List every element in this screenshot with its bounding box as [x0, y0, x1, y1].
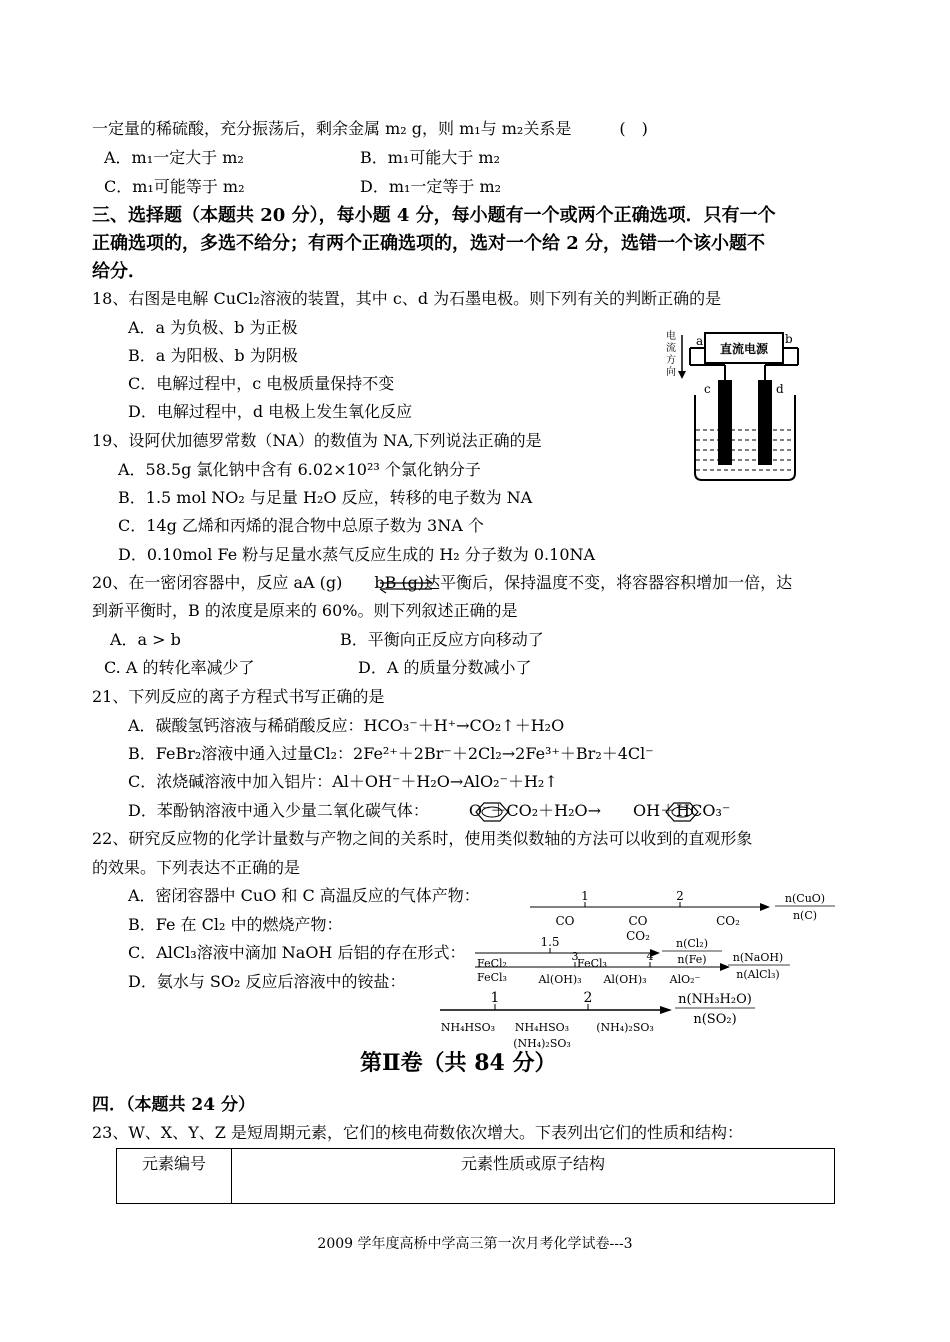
section3-line3: 给分．: [92, 261, 146, 282]
axis-b-tick-1: 1.5: [540, 935, 560, 949]
axis-d-label-4: (NH₄)₂SO₃: [596, 1021, 654, 1034]
q19-option-c: C．14g 乙烯和丙烯的混合物中总原子数为 3NA 个: [118, 516, 484, 535]
electrode-d: [758, 380, 772, 465]
axis-a-label-4: CO₂: [716, 914, 740, 928]
q21-option-d: D．苯酚钠溶液中通入少量二氧化碳气体： O⁻＋CO₂＋H₂O→ OH＋HCO₃⁻: [128, 801, 731, 820]
benzene-ring-icon: [470, 800, 514, 824]
axis-c-label-2: Al(OH)₃: [538, 973, 582, 986]
terminal-b-label: b: [785, 332, 793, 346]
axis-d-label-3: (NH₄)₂SO₃: [513, 1037, 571, 1050]
axis-c-ratio-top: n(NaOH): [732, 951, 784, 964]
axis-d-label-1: NH₄HSO₃: [440, 1021, 496, 1034]
axis-a-ratio-bottom: n(C): [792, 909, 818, 922]
q20-option-a: A．a > b: [110, 630, 181, 649]
axis-d-tick-2: 2: [583, 990, 593, 1006]
axis-c-ratio-bottom: n(AlCl₃): [736, 968, 780, 981]
table-header-element-property: 元素性质或原子结构: [232, 1149, 835, 1204]
q18-option-b: B．a 为阳极、b 为阴极: [128, 346, 298, 365]
axis-a-label-1: CO: [555, 914, 575, 928]
power-supply-label: 直流电源: [719, 342, 769, 356]
axis-a-label-3: CO₂: [626, 929, 650, 943]
q19-option-a: A．58.5g 氯化钠中含有 6.02×10²³ 个氯化钠分子: [118, 460, 481, 479]
axis-a-ratio-top: n(CuO): [784, 892, 826, 905]
axis-d-ratio-bottom: n(SO₂): [693, 1012, 737, 1027]
q22-stem-line2: 的效果。下列表达不正确的是: [92, 858, 301, 877]
axis-c-tick-1: 3: [571, 950, 579, 963]
q19-option-d: D．0.10mol Fe 粉与足量水蒸气反应生成的 H₂ 分子数为 0.10NA: [118, 545, 596, 564]
electrolysis-diagram: [660, 325, 810, 485]
axis-b-label-1: FeCl₂: [477, 957, 507, 970]
axis-d-ratio-top: n(NH₃H₂O): [678, 992, 752, 1007]
axis-a-tick-2: 2: [676, 889, 684, 903]
q22-option-c: C．AlCl₃溶液中滴加 NaOH 后铝的存在形式：: [128, 943, 466, 962]
axis-c-label-1: FeCl₃: [477, 971, 507, 984]
axis-b-label-2: FeCl₃: [577, 957, 607, 970]
axis-c-label-4: AlO₂⁻: [669, 973, 701, 986]
q21-option-a: A．碳酸氢钙溶液与稀硝酸反应：HCO₃⁻＋H⁺→CO₂↑＋H₂O: [128, 716, 565, 735]
q20-stem-line2: 到新平衡时，B 的浓度是原来的 60%。则下列叙述正确的是: [92, 601, 518, 620]
current-direction-char-3: 方: [666, 355, 676, 366]
electrode-c: [718, 380, 732, 465]
axis-b-ratio-top: n(Cl₂): [675, 937, 709, 950]
q18-option-c: C．电解过程中，c 电极质量保持不变: [128, 374, 395, 393]
q22-option-a: A．密闭容器中 CuO 和 C 高温反应的气体产物：: [128, 886, 480, 905]
q18-option-a: A．a 为负极、b 为正极: [128, 318, 298, 337]
q17-stem: 一定量的稀硫酸，充分振荡后，剩余金属 m₂ g，则 m₁与 m₂关系是 ( ): [92, 119, 648, 138]
q18-option-d: D．电解过程中，d 电极上发生氧化反应: [128, 402, 413, 421]
q17-option-a: A．m₁一定大于 m₂: [104, 148, 244, 167]
q19-stem: 19、设阿伏加德罗常数（NA）的数值为 NA,下列说法正确的是: [92, 431, 542, 450]
q20-stem-line1: 20、在一密闭容器中，反应 aA (g) bB (g)达平衡后，保持温度不变，将容器容积增加一倍，达: [92, 573, 793, 592]
axis-a-label-2: CO: [628, 914, 648, 928]
benzene-ring-icon: [660, 800, 704, 824]
terminal-a-label: a: [696, 334, 704, 348]
q21-option-b: B．FeBr₂溶液中通入过量Cl₂：2Fe²⁺＋2Br⁻＋2Cl₂→2Fe³⁺＋Br₂＋4Cl⁻: [128, 744, 654, 763]
element-table: [116, 1148, 835, 1204]
q18-stem: 18、右图是电解 CuCl₂溶液的装置，其中 c、d 为石墨电极。则下列有关的判断正确的是: [92, 289, 722, 308]
q22-option-d: D．氨水与 SO₂ 反应后溶液中的铵盐：: [128, 972, 406, 991]
q22-option-b: B．Fe 在 Cl₂ 中的燃烧产物：: [128, 915, 343, 934]
axis-c-label-3: Al(OH)₃: [603, 973, 647, 986]
section4-title: 四．（本题共 24 分）: [92, 1095, 255, 1115]
current-direction-char-2: 流: [666, 343, 676, 354]
electrode-c-label: c: [704, 382, 711, 396]
q17-option-b: B．m₁可能大于 m₂: [360, 148, 501, 167]
axis-b-ratio-bottom: n(Fe): [677, 953, 707, 966]
axis-c-tick-2: 4: [646, 950, 654, 963]
table-header-element-id: 元素编号: [117, 1149, 232, 1204]
q17-option-d: D．m₁一定等于 m₂: [360, 177, 502, 196]
q20-option-c: C. A 的转化率减少了: [104, 658, 255, 677]
current-direction-char-1: 电: [666, 331, 676, 342]
beaker: [695, 395, 795, 480]
axis-d-label-2: NH₄HSO₃: [514, 1021, 570, 1034]
axis-d-tick-1: 1: [490, 990, 500, 1006]
q17-option-c: C．m₁可能等于 m₂: [104, 177, 245, 196]
section3-line2: 正确选项的，多选不给分；有两个正确选项的，选对一个给 2 分，选错一个该小题不: [92, 233, 766, 254]
q20-option-d: D．A 的质量分数减小了: [358, 658, 532, 677]
part2-title: 第Ⅱ卷（共 84 分）: [360, 1050, 557, 1076]
q21-option-c: C．浓烧碱溶液中加入铝片：Al＋OH⁻＋H₂O→AlO₂⁻＋H₂↑: [128, 772, 558, 791]
number-lines-figure: [430, 885, 850, 1060]
reversible-arrow-icon: [378, 578, 436, 594]
q19-option-b: B．1.5 mol NO₂ 与足量 H₂O 反应，转移的电子数为 NA: [118, 488, 533, 507]
q23-stem: 23、W、X、Y、Z 是短周期元素，它们的核电荷数依次增大。下表列出它们的性质和结构：: [92, 1123, 743, 1142]
electrode-d-label: d: [776, 382, 784, 396]
table-header-row: [117, 1149, 835, 1204]
section3-line1: 三、选择题（本题共 20 分），每小题 4 分，每小题有一个或两个正确选项．只有一个: [92, 205, 776, 226]
current-direction-char-4: 向: [666, 367, 676, 378]
q20-option-b: B．平衡向正反应方向移动了: [340, 630, 544, 649]
page-footer: 2009 学年度高桥中学高三第一次月考化学试卷---3: [317, 1236, 633, 1252]
axis-a-tick-1: 1: [581, 889, 589, 903]
q21-stem: 21、下列反应的离子方程式书写正确的是: [92, 687, 385, 706]
q22-stem-line1: 22、研究反应物的化学计量数与产物之间的关系时，使用类似数轴的方法可以收到的直观形象: [92, 829, 753, 848]
